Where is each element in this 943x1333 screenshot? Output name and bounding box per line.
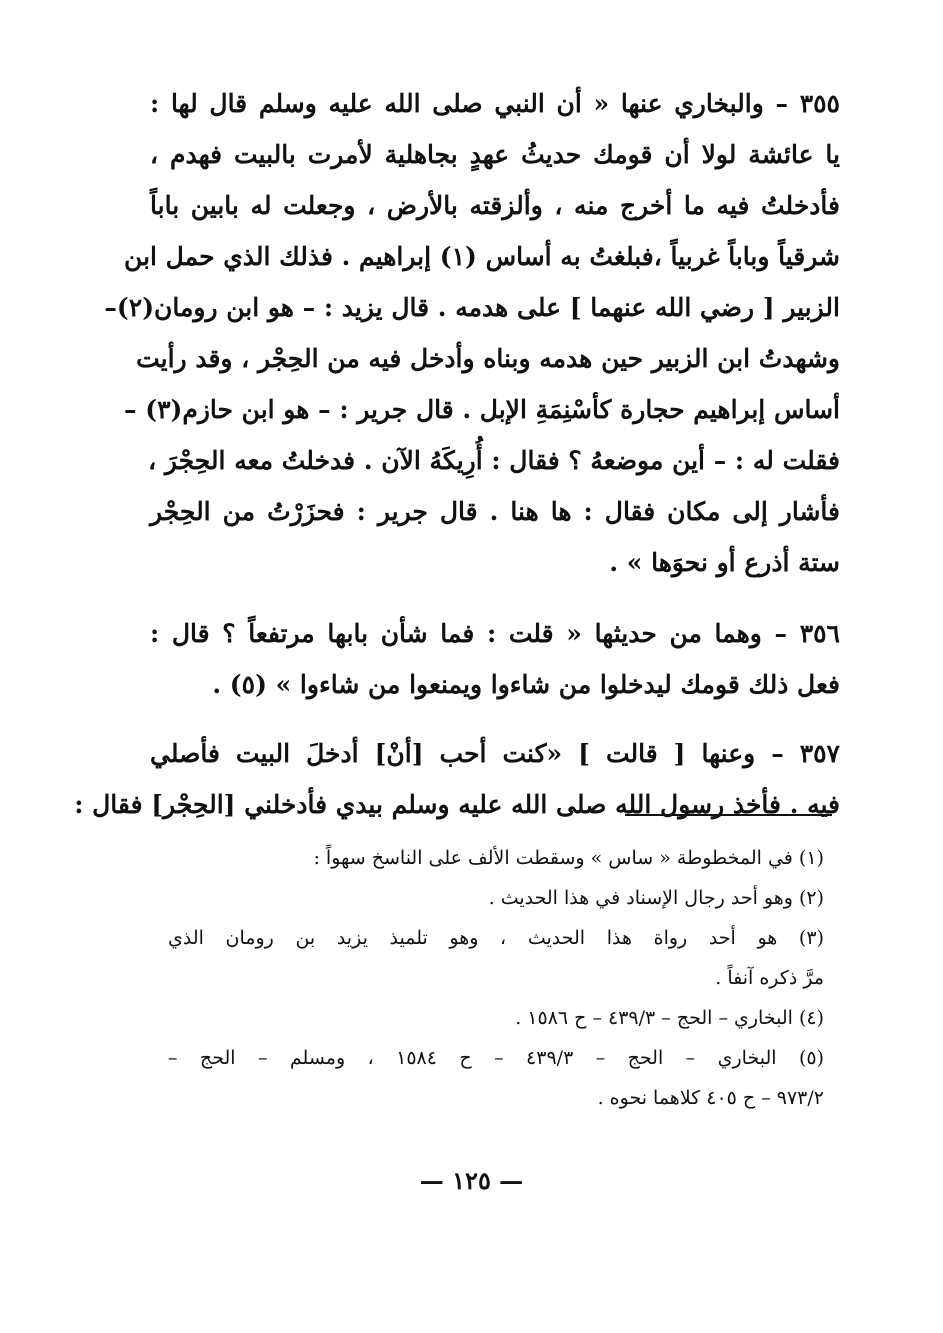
- main-text: [74, 78, 840, 830]
- text-line: يا عائشة لولا أن قومك حديثُ عهدٍ بجاهلية لأمرت بالبيت فهدم ،: [150, 140, 840, 169]
- text-line: ٣٥٥ – والبخاري عنها « أن النبي صلى الله عليه وسلم قال لها :: [150, 89, 840, 118]
- footnote-2: (٢) وهو أحد رجال الإسناد في هذا الحديث .: [488, 887, 824, 909]
- text-line: فأشار إلى مكان فقال : ها هنا . قال جرير : فحزَرْتُ من الحِجْر: [150, 497, 840, 526]
- footnote-separator: [625, 814, 832, 816]
- footnote-3: (٣) هو أحد رواة هذا الحديث ، وهو تلميذ يزيد بن رومان الذي: [168, 927, 824, 949]
- text-line: أساس إبراهيم حجارة كأسْنِمَةِ الإبل . قال جرير : – هو ابن حازم(٣) –: [124, 395, 840, 424]
- text-line: ٣٥٦ – وهما من حديثها « قلت : فما شأن بابها مرتفعاً ؟ قال :: [150, 619, 840, 648]
- footnotes: [168, 838, 824, 1118]
- page-number: — ١٢٥ —: [419, 1166, 524, 1195]
- text-line: فيه . فأخذ رسول الله صلى الله عليه وسلم بيدي فأدخلني [الحِجْر] فقال :: [74, 790, 840, 819]
- footnote-5: (٥) البخاري – الحج – ٤٣٩/٣ – ح ١٥٨٤ ، ومسلم – الحج –: [168, 1047, 825, 1069]
- text-line: ستة أذرع أو نحوَها » .: [609, 548, 840, 577]
- text-line: الزبير [ رضي الله عنهما ] على هدمه . قال يزيد : – هو ابن رومان(٢)–: [104, 293, 840, 322]
- footnote-5-cont: ٩٧٣/٢ – ح ٤٠٥ كلاهما نحوه .: [597, 1087, 824, 1109]
- text-line: فأدخلتُ فيه ما أخرج منه ، وألزقته بالأرض ، وجعلت له بابين باباً: [150, 191, 840, 220]
- hadith-355: [104, 78, 840, 588]
- footnote-1: (١) في المخطوطة « ساس » وسقطت الألف على الناسخ سهواً :: [313, 847, 824, 869]
- text-line: فعل ذلك قومك ليدخلوا من شاءوا ويمنعوا من شاءوا » (٥) .: [212, 670, 840, 699]
- text-line: فقلت له : – أين موضعهُ ؟ فقال : أُرِيكَهُ الآن . فدخلتُ معه الحِجْرَ ،: [148, 446, 840, 475]
- footnote-3-cont: مرَّ ذكره آنفاً .: [715, 967, 824, 989]
- text-line: ٣٥٧ – وعنها [ قالت ] «كنت أحب [أنْ] أدخلَ البيت فأصلي: [150, 739, 840, 768]
- text-line: وشهدتُ ابن الزبير حين هدمه وبناه وأدخل فيه من الحِجْر ، وقد رأيت: [136, 344, 840, 373]
- footnote-4: (٤) البخاري – الحج – ٤٣٩/٣ – ح ١٥٨٦ .: [515, 1007, 824, 1029]
- text-line: شرقياً وباباً غربياً ،فبلغتُ به أساس (١) إبراهيم . فذلك الذي حمل ابن: [124, 242, 840, 271]
- hadith-356: [150, 608, 840, 710]
